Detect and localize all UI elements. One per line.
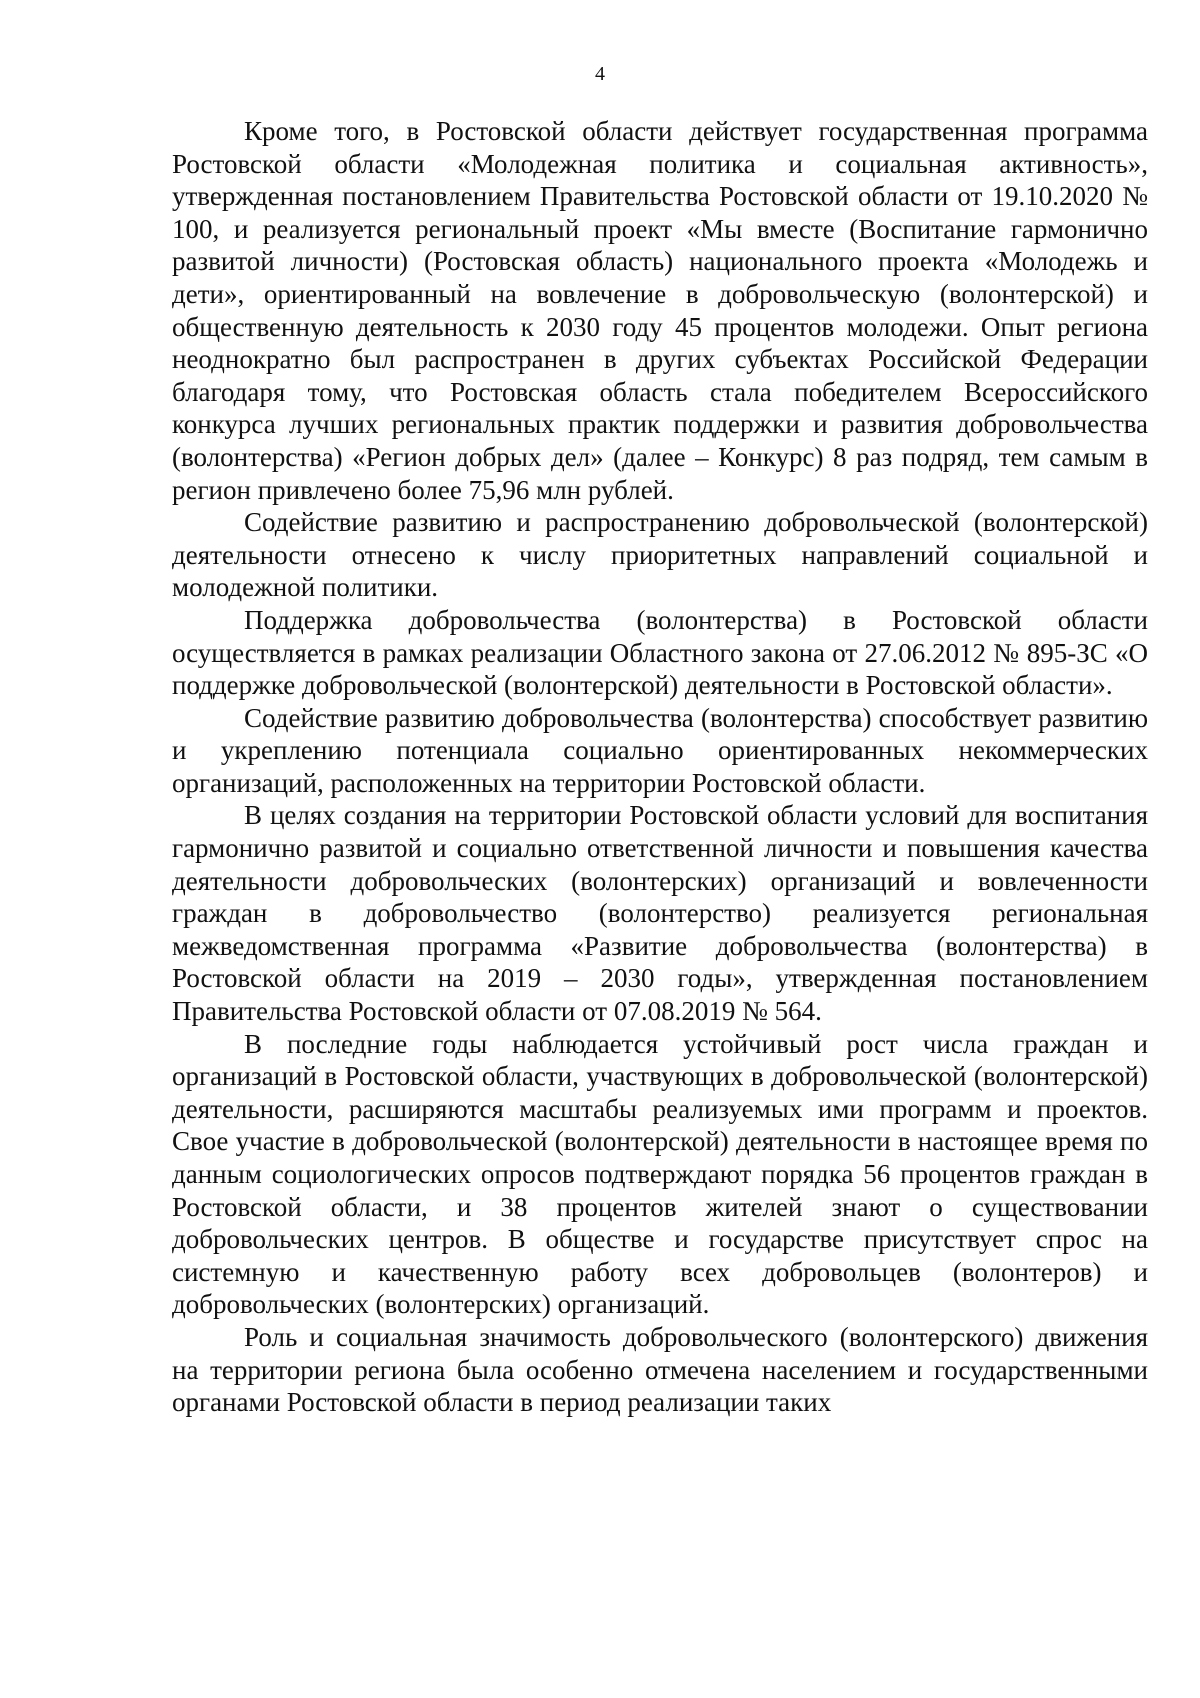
page-number: 4 [595,63,605,85]
paragraph-1: Кроме того, в Ростовской области действует государственная программа Ростовской области «Молодежная политика и социальная активность», утвержденная постановлением Правительства Ростовской области от 19.10.2020 № 100, и реализуется региональный проект «Мы вместе (Воспитание гармонично развитой личности) (Ростовская область) национального проекта «Молодежь и дети», ориентированный на вовлечение в добровольческую (волонтерской) и общественную деятельность к 2030 году 45 процентов молодежи. Опыт региона неоднократно был распространен в других субъектах Российской Федерации благодаря тому, что Ростовская область стала победителем Всероссийского конкурса лучших региональных практик поддержки и развития добровольчества (волонтерства) «Регион добрых дел» (далее – Конкурс) 8 раз подряд, тем самым в регион привлечено более 75,96 млн рублей. [172,116,1148,505]
paragraph-4: Содействие развитию добровольчества (волонтерства) способствует развитию и укреплению потенциала социально ориентированных некоммерческих организаций, расположенных на территории Ростовской области. [172,702,1148,798]
paragraph-5: В целях создания на территории Ростовской области условий для воспитания гармонично развитой и социально ответственной личности и повышения качества деятельности добровольческих (волонтерских) организаций и вовлеченности граждан в добровольчество (волонтерство) реализуется региональная межведомственная программа «Развитие добровольчества (волонтерства) в Ростовской области на 2019 – 2030 годы», утвержденная постановлением Правительства Ростовской области от 07.08.2019 № 564. [172,800,1148,1027]
document-body [172,115,1148,1419]
paragraph-3: Поддержка добровольчества (волонтерства) в Ростовской области осуществляется в рамках реализации Областного закона от 27.06.2012 № 895-ЗС «О поддержке добровольческой (волонтерской) деятельности в Ростовской области». [172,604,1148,701]
paragraph-2: Содействие развитию и распространению добровольческой (волонтерской) деятельности отнесено к числу приоритетных направлений социальной и молодежной политики. [172,507,1148,603]
paragraph-6: В последние годы наблюдается устойчивый рост числа граждан и организаций в Ростовской области, участвующих в добровольческой (волонтерской) деятельности, расширяются масштабы реализуемых ими программ и проектов. Свое участие в добровольческой (волонтерской) деятельности в настоящее время по данным социологических опросов подтверждают порядка 56 процентов граждан в Ростовской области, и 38 процентов жителей знают о существовании добровольческих центров. В обществе и государстве присутствует спрос на системную и качественную работу всех добровольцев (волонтеров) и добровольческих (волонтерских) организаций. [172,1028,1148,1320]
paragraph-7: Роль и социальная значимость добровольческого (волонтерского) движения на территории региона была особенно отмечена населением и государственными органами Ростовской области в период реализации таких [172,1321,1148,1418]
